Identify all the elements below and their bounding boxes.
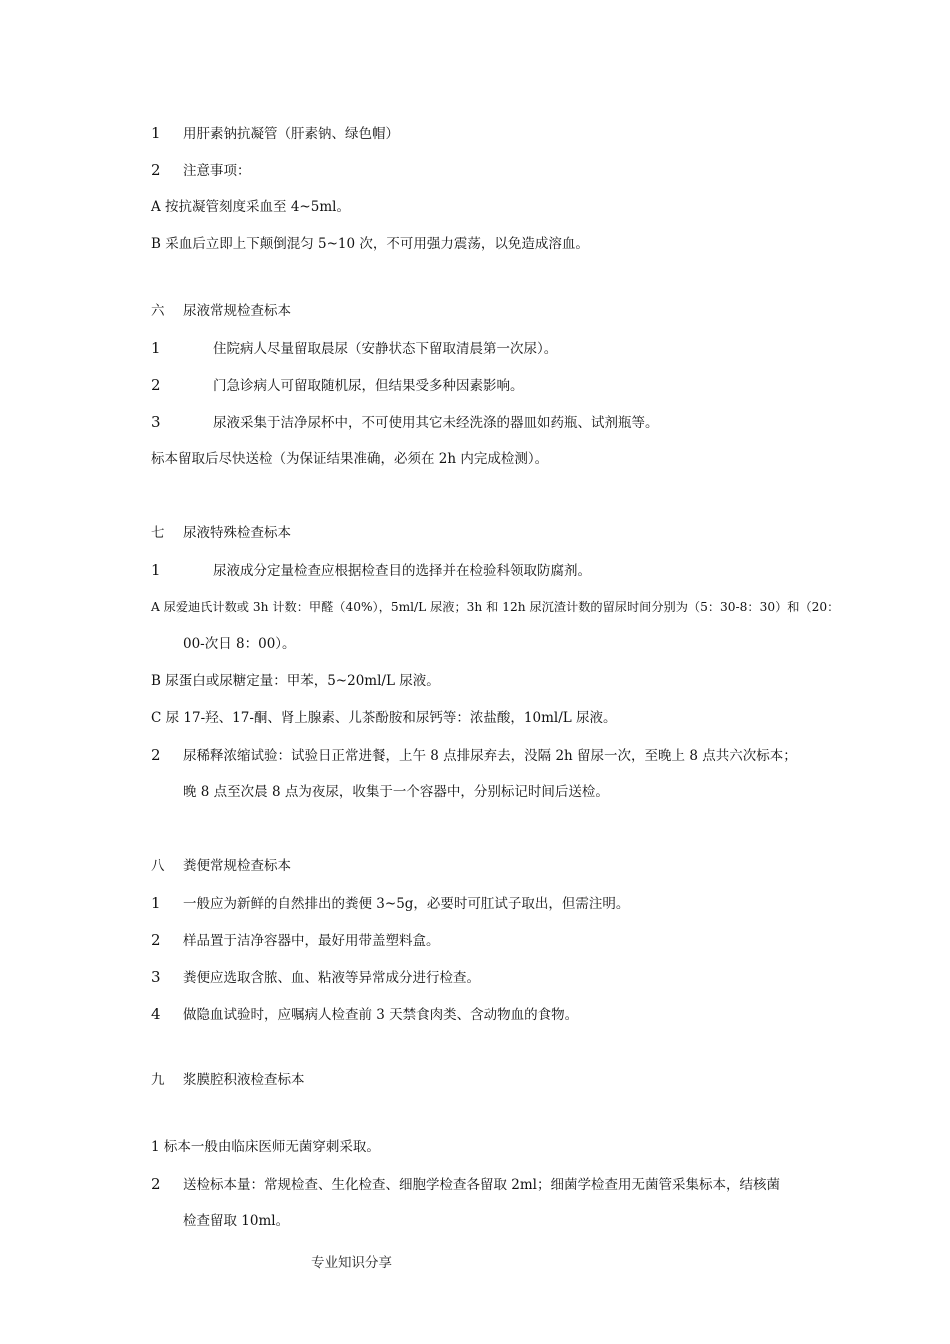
item-number: 3 <box>151 968 161 986</box>
section-heading-8 <box>151 856 810 876</box>
s7-item-2-line2: 晚 8 点至次晨 8 点为夜尿，收集于一个容器中，分别标记时间后送检。 <box>183 784 609 800</box>
item-number: 1 <box>151 561 161 579</box>
item-number: 2 <box>151 376 161 394</box>
section-title: 粪便常规检查标本 <box>183 858 291 874</box>
item-number: 2 <box>151 1175 161 1193</box>
s7-note-a-line1: A 尿爱迪氏计数或 3h 计数：甲醛（40%），5ml/L 尿液；3h 和 12h 尿沉渣计数的留尿时间分别为（5：30-8：30）和（20： <box>151 600 840 614</box>
item-text: 住院病人尽量留取晨尿（安静状态下留取清晨第一次尿）。 <box>213 341 558 357</box>
item-text: 做隐血试验时，应嘱病人检查前 3 天禁食肉类、含动物血的食物。 <box>183 1007 579 1023</box>
item-text: 送检标本量：常规检查、生化检查、细胞学检查各留取 2ml；细菌学检查用无菌管采集标本，结核菌 <box>183 1177 780 1193</box>
section-title: 尿液特殊检查标本 <box>183 525 291 541</box>
section-title: 尿液常规检查标本 <box>183 303 291 319</box>
s5-item-1 <box>151 123 810 144</box>
section-number: 七 <box>151 525 165 541</box>
s6-item-2 <box>151 375 810 396</box>
s8-item-3 <box>151 967 810 988</box>
item-number: 1 <box>151 339 161 357</box>
item-number: 2 <box>151 931 161 949</box>
s5-item-2 <box>151 160 810 181</box>
item-text: 尿液采集于洁净尿杯中，不可使用其它未经洗涤的器皿如药瓶、试剂瓶等。 <box>213 415 659 431</box>
item-text: 一般应为新鲜的自然排出的粪便 3~5g，必要时可肛试子取出，但需注明。 <box>183 896 630 912</box>
item-text: 粪便应选取含脓、血、粘液等异常成分进行检查。 <box>183 970 480 986</box>
item-text: 用肝素钠抗凝管（肝素钠、绿色帽） <box>183 126 399 142</box>
s7-item-2 <box>151 745 810 766</box>
section-number: 九 <box>151 1072 165 1088</box>
section-number: 八 <box>151 858 165 874</box>
s7-note-a-line2: 00-次日 8：00）。 <box>183 636 296 652</box>
item-number: 2 <box>151 161 161 179</box>
s8-item-4 <box>151 1004 810 1025</box>
s5-note-b: B 采血后立即上下颠倒混匀 5~10 次，不可用强力震荡，以免造成溶血。 <box>151 236 589 252</box>
item-text: 尿稀释浓缩试验：试验日正常进餐，上午 8 点排尿弃去，没隔 2h 留尿一次，至晚上 8 点共六次标本； <box>183 748 797 764</box>
s7-note-b: B 尿蛋白或尿糖定量：甲苯，5~20ml/L 尿液。 <box>151 673 440 689</box>
s7-item-1 <box>151 560 810 581</box>
s6-note: 标本留取后尽快送检（为保证结果准确，必须在 2h 内完成检测）。 <box>151 451 549 467</box>
s8-item-2 <box>151 930 810 951</box>
s9-item-2 <box>151 1174 810 1195</box>
s9-item-2-line2: 检查留取 10ml。 <box>183 1213 290 1229</box>
item-number: 3 <box>151 413 161 431</box>
item-text: 样品置于洁净容器中，最好用带盖塑料盒。 <box>183 933 440 949</box>
item-text: 门急诊病人可留取随机尿，但结果受多种因素影响。 <box>213 378 524 394</box>
s9-item-1: 1 标本一般由临床医师无菌穿刺采取。 <box>151 1139 380 1155</box>
page-footer: 专业知识分享 <box>311 1255 392 1271</box>
s6-item-1 <box>151 338 810 359</box>
section-heading-9 <box>151 1070 810 1090</box>
item-number: 1 <box>151 124 161 142</box>
s8-item-1 <box>151 893 810 914</box>
s7-note-c: C 尿 17-羟、17-酮、肾上腺素、儿茶酚胺和尿钙等：浓盐酸，10ml/L 尿液。 <box>151 710 617 726</box>
section-heading-7 <box>151 523 810 543</box>
s6-item-3 <box>151 412 810 433</box>
item-number: 4 <box>151 1005 161 1023</box>
item-number: 2 <box>151 746 161 764</box>
item-text: 尿液成分定量检查应根据检查目的选择并在检验科领取防腐剂。 <box>213 563 591 579</box>
item-text: 注意事项： <box>183 163 251 179</box>
item-number: 1 <box>151 894 161 912</box>
section-title: 浆膜腔积液检查标本 <box>183 1072 305 1088</box>
s5-note-a: A 按抗凝管刻度采血至 4~5ml。 <box>151 199 350 215</box>
section-heading-6 <box>151 301 810 321</box>
section-number: 六 <box>151 303 165 319</box>
